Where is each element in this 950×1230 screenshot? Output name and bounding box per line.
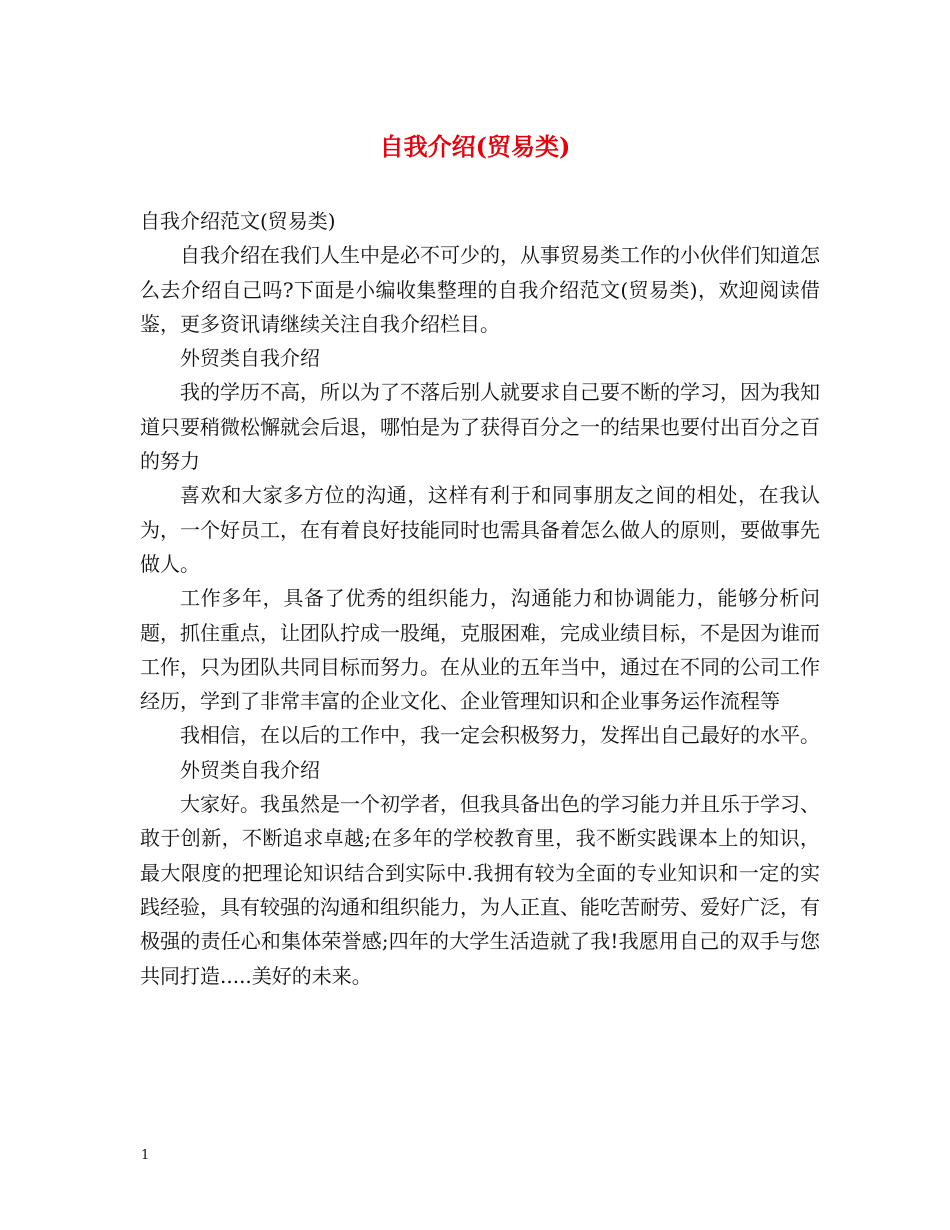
- body-paragraph: 喜欢和大家多方位的沟通，这样有利于和同事朋友之间的相处，在我认为，一个好员工，在有着良好技能同时也需具备着怎么做人的原则，要做事先做人。: [140, 483, 820, 576]
- section-heading: 外贸类自我介绍: [180, 757, 320, 782]
- intro-paragraph: 自我介绍在我们人生中是必不可少的，从事贸易类工作的小伙伴们知道怎么去介绍自己吗?下面是小编收集整理的自我介绍范文(贸易类)，欢迎阅读借鉴，更多资讯请继续关注自我介绍栏目。: [140, 243, 820, 336]
- document-body: [140, 204, 820, 993]
- page-number: 1: [141, 1148, 150, 1163]
- subtitle-paragraph: 自我介绍范文(贸易类): [140, 209, 336, 233]
- document-title: 自我介绍(贸易类): [379, 132, 571, 161]
- body-paragraph: 大家好。我虽然是一个初学者，但我具备出色的学习能力并且乐于学习、敢于创新，不断追求卓越;在多年的学校教育里，我不断实践课本上的知识，最大限度的把理论知识结合到实际中.我拥有较为全面的专业知识和一定的实践经验，具有较强的沟通和组织能力，为人正直、能吃苦耐劳、爱好广泛，有极强的责任心和集体荣誉感;四年的大学生活造就了我!我愿用自己的双手与您共同打造.....美好的未来。: [140, 792, 820, 988]
- body-paragraph: 我相信，在以后的工作中，我一定会积极努力，发挥出自己最好的水平。: [180, 723, 820, 748]
- body-paragraph: 工作多年，具备了优秀的组织能力，沟通能力和协调能力，能够分析问题，抓住重点，让团队拧成一股绳，克服困难，完成业绩目标，不是因为谁而工作，只为团队共同目标而努力。在从业的五年当中，通过在不同的公司工作经历，学到了非常丰富的企业文化、企业管理知识和企业事务运作流程等: [140, 586, 820, 714]
- section-heading: 外贸类自我介绍: [180, 346, 320, 371]
- body-paragraph: 我的学历不高，所以为了不落后别人就要求自己要不断的学习，因为我知道只要稍微松懈就会后退，哪怕是为了获得百分之一的结果也要付出百分之百的努力: [140, 380, 820, 474]
